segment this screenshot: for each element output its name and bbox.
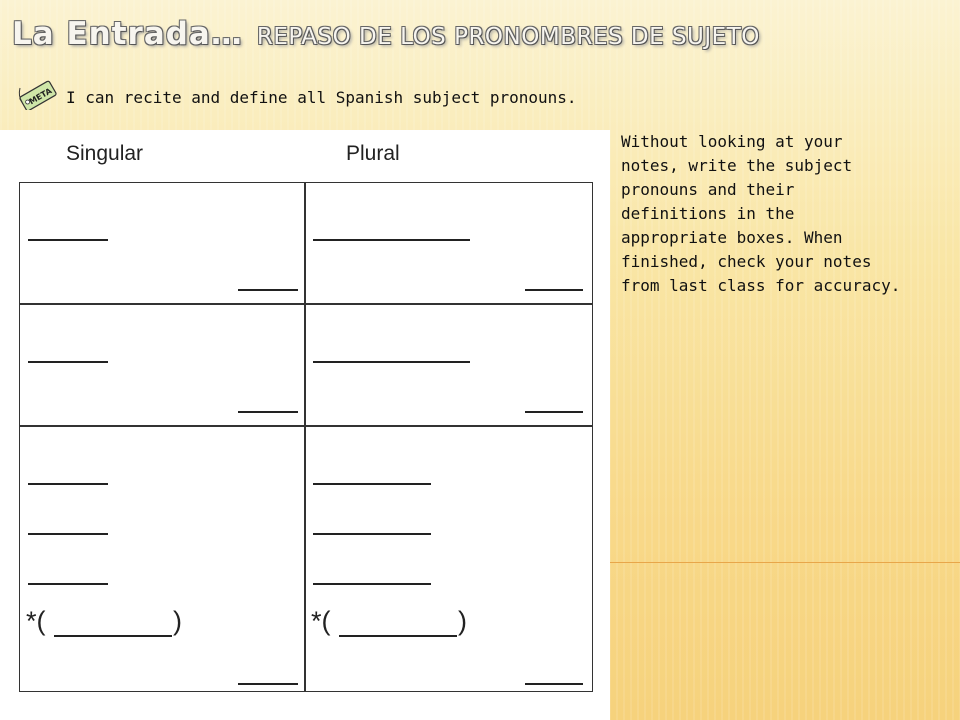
answer-blank — [28, 361, 108, 363]
answer-blank — [28, 483, 108, 485]
optional-pronoun-close: ) — [173, 606, 182, 636]
worksheet-image — [0, 130, 610, 720]
answer-blank — [313, 483, 431, 485]
definition-blank — [525, 289, 583, 291]
optional-pronoun-open: *( — [26, 606, 46, 636]
definition-blank — [238, 411, 298, 413]
slide-title — [12, 14, 952, 54]
optional-pronoun-close: ) — [458, 606, 467, 636]
answer-blank — [313, 583, 431, 585]
column-header-singular: Singular — [66, 142, 144, 165]
definition-blank — [525, 683, 583, 685]
answer-blank — [28, 239, 108, 241]
title-subtitle: REPASO DE LOS PRONOMBRES DE SUJETO — [256, 24, 760, 50]
answer-blank — [313, 361, 470, 363]
definition-blank — [238, 683, 298, 685]
meta-tag-icon — [16, 74, 62, 110]
answer-blank — [339, 635, 457, 637]
decorative-divider — [610, 562, 960, 563]
meta-tag-label: META — [27, 86, 54, 107]
table-divider — [20, 425, 592, 427]
definition-blank — [525, 411, 583, 413]
pronoun-table — [19, 182, 593, 692]
optional-pronoun-open: *( — [311, 606, 331, 636]
answer-blank — [28, 533, 108, 535]
table-divider — [304, 183, 306, 691]
title-main: La Entrada… — [12, 16, 243, 52]
answer-blank — [313, 239, 470, 241]
definition-blank — [238, 289, 298, 291]
instructions-text: Without looking at your notes, write the subject pronouns and their definitions in the appropriate boxes. When finished, check your notes from last class for accuracy. — [621, 132, 901, 295]
answer-blank — [54, 635, 172, 637]
table-divider — [20, 303, 592, 305]
answer-blank — [28, 583, 108, 585]
objective-statement: I can recite and define all Spanish subject pronouns. — [66, 88, 577, 107]
answer-blank — [313, 533, 431, 535]
column-header-plural: Plural — [346, 142, 400, 165]
